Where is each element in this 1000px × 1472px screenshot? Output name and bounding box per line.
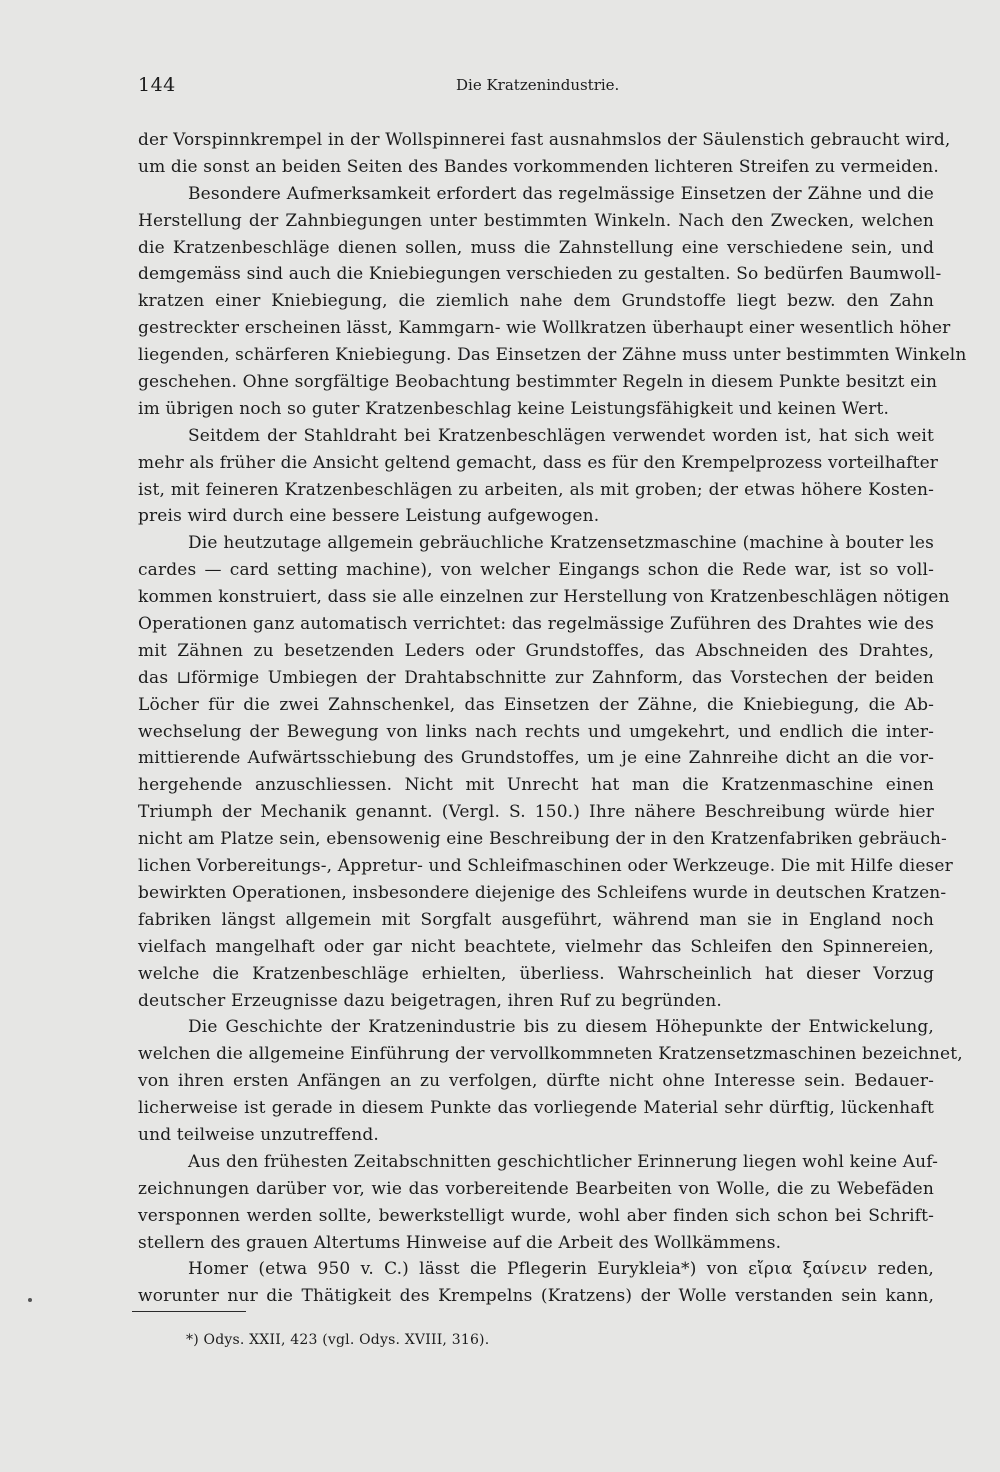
page-header: [138, 74, 938, 102]
text-line: welche die Kratzenbeschläge erhielten, überliess. Wahrscheinlich hat dieser Vorzug: [138, 963, 934, 984]
text-line: der Vorspinnkrempel in der Wollspinnerei fast ausnahmslos der Säulenstich gebraucht wird,: [138, 130, 951, 150]
text-line: demgemäss sind auch die Kniebiegungen verschieden zu gestalten. So bedürfen Baumwoll-: [138, 264, 942, 285]
paper-speck: [28, 1298, 32, 1302]
text-line: Operationen ganz automatisch verrichtet: das regelmässige Zuführen des Drahtes wie des: [138, 614, 934, 635]
text-line: stellern des grauen Altertums Hinweise auf die Arbeit des Wollkämmens.: [138, 1232, 782, 1253]
text-line: kommen konstruiert, dass sie alle einzelnen zur Herstellung von Kratzenbeschlägen nötigen: [138, 587, 950, 608]
footnote: *) Odys. XXII, 423 (vgl. Odys. XVIII, 316).: [186, 1332, 490, 1348]
text-line: licherweise ist gerade in diesem Punkte das vorliegende Material sehr dürftig, lückenhaft: [138, 1098, 934, 1119]
text-line: versponnen werden sollte, bewerkstelligt wurde, wohl aber finden sich schon bei Schrift-: [138, 1205, 934, 1226]
text-line: liegenden, schärferen Kniebiegung. Das Einsetzen der Zähne muss unter bestimmten Winkeln: [138, 345, 967, 366]
text-line: das ⊔förmige Umbiegen der Drahtabschnitte zur Zahnform, das Vorstechen der beiden: [138, 667, 934, 688]
text-line: Besondere Aufmerksamkeit erfordert das regelmässige Einsetzen der Zähne und die: [188, 183, 934, 204]
text-line: Die Geschichte der Kratzenindustrie bis zu diesem Höhepunkte der Entwickelung,: [188, 1017, 934, 1038]
body-text: [138, 127, 967, 1310]
text-line: von ihren ersten Anfängen an zu verfolgen, dürfte nicht ohne Interesse sein. Bedauer-: [138, 1071, 934, 1092]
text-line: geschehen. Ohne sorgfältige Beobachtung bestimmter Regeln in diesem Punkte besitzt ein: [138, 372, 938, 393]
page-number: 144: [138, 74, 176, 96]
text-line: um die sonst an beiden Seiten des Bandes vorkommenden lichteren Streifen zu vermeiden.: [138, 156, 939, 177]
text-line: preis wird durch eine bessere Leistung aufgewogen.: [138, 506, 600, 527]
text-line: vielfach mangelhaft oder gar nicht beachtete, vielmehr das Schleifen den Spinnereien,: [138, 936, 934, 957]
text-line: lichen Vorbereitungs-, Appretur- und Schleifmaschinen oder Werkzeuge. Die mit Hilfe dieser: [138, 856, 953, 877]
text-line: mehr als früher die Ansicht geltend gemacht, dass es für den Krempelprozess vorteilhafter: [138, 452, 939, 473]
text-line: Seitdem der Stahldraht bei Kratzenbeschlägen verwendet worden ist, hat sich weit: [188, 425, 934, 446]
text-line: deutscher Erzeugnisse dazu beigetragen, ihren Ruf zu begründen.: [138, 990, 722, 1011]
text-line: Aus den frühesten Zeitabschnitten geschichtlicher Erinnerung liegen wohl keine Auf-: [188, 1151, 938, 1172]
text-line: Homer (etwa 950 v. C.) lässt die Pflegerin Eurykleia*) von εἴρια ξαίνειν reden,: [188, 1259, 934, 1280]
text-line: Die heutzutage allgemein gebräuchliche Kratzensetzmaschine (machine à bouter les: [188, 533, 934, 554]
text-line: im übrigen noch so guter Kratzenbeschlag keine Leistungsfähigkeit und keinen Wert.: [138, 398, 890, 419]
text-line: bewirkten Operationen, insbesondere diejenige des Schleifens wurde in deutschen Kratzen-: [138, 882, 947, 903]
text-line: wechselung der Bewegung von links nach rechts und umgekehrt, und endlich die inter-: [138, 721, 934, 742]
text-line: Triumph der Mechanik genannt. (Vergl. S. 150.) Ihre nähere Beschreibung würde hier: [138, 802, 934, 823]
text-line: und teilweise unzutreffend.: [138, 1124, 379, 1145]
text-line: worunter nur die Thätigkeit des Krempelns (Kratzens) der Wolle verstanden sein kann,: [138, 1286, 934, 1307]
text-line: kratzen einer Kniebiegung, die ziemlich nahe dem Grundstoffe liegt bezw. den Zahn: [138, 291, 934, 312]
text-line: zeichnungen darüber vor, wie das vorbereitende Bearbeiten von Wolle, die zu Webefäden: [138, 1178, 934, 1199]
text-line: ist, mit feineren Kratzenbeschlägen zu arbeiten, als mit groben; der etwas höhere Kosten-: [138, 479, 934, 500]
text-line: Herstellung der Zahnbiegungen unter bestimmten Winkeln. Nach den Zwecken, welchen: [138, 210, 934, 231]
text-line: cardes — card setting machine), von welcher Eingangs schon die Rede war, ist so voll-: [138, 560, 934, 581]
text-line: Löcher für die zwei Zahnschenkel, das Einsetzen der Zähne, die Kniebiegung, die Ab-: [138, 694, 934, 715]
text-line: mittierende Aufwärtsschiebung des Grundstoffes, um je eine Zahnreihe dicht an die vor-: [138, 748, 934, 769]
text-line: mit Zähnen zu besetzenden Leders oder Grundstoffes, das Abschneiden des Drahtes,: [138, 640, 934, 661]
text-line: gestreckter erscheinen lässt, Kammgarn- wie Wollkratzen überhaupt einer wesentlich höher: [138, 318, 951, 339]
text-line: fabriken längst allgemein mit Sorgfalt ausgeführt, während man sie in England noch: [138, 909, 934, 930]
running-title: Die Kratzenindustrie.: [456, 76, 620, 94]
footnote-rule: [132, 1311, 246, 1312]
text-line: nicht am Platze sein, ebensowenig eine Beschreibung der in den Kratzenfabriken gebräuch-: [138, 829, 947, 850]
text-line: hergehende anzuschliessen. Nicht mit Unrecht hat man die Kratzenmaschine einen: [138, 775, 934, 796]
text-line: die Kratzenbeschläge dienen sollen, muss die Zahnstellung eine verschiedene sein, und: [138, 237, 934, 258]
text-line: welchen die allgemeine Einführung der vervollkommneten Kratzensetzmaschinen bezeichnet,: [138, 1044, 963, 1065]
